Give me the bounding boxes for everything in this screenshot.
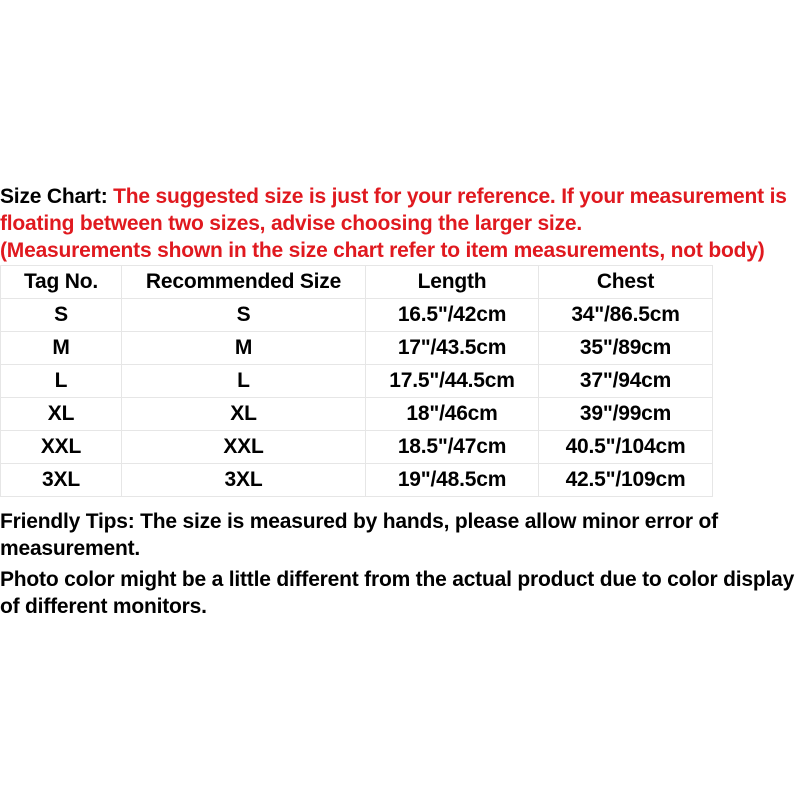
chest-cell: 42.5"/109cm — [539, 464, 713, 497]
column-header-length: Length — [366, 266, 539, 299]
tag-cell: M — [1, 332, 122, 365]
column-header-recommended-size: Recommended Size — [122, 266, 366, 299]
table-row — [1, 365, 713, 398]
photo-color-note: Photo color might be a little different from the actual product due to color display of different monitors. — [0, 568, 795, 618]
friendly-tips: Friendly Tips: The size is measured by hands, please allow minor error of measurement. — [0, 510, 718, 560]
length-cell: 16.5"/42cm — [366, 299, 539, 332]
recommended-size-cell: 3XL — [122, 464, 366, 497]
recommended-size-cell: S — [122, 299, 366, 332]
size-table — [0, 265, 713, 497]
tag-cell: S — [1, 299, 122, 332]
table-row — [1, 332, 713, 365]
tag-cell: XL — [1, 398, 122, 431]
tag-cell: L — [1, 365, 122, 398]
tag-cell: 3XL — [1, 464, 122, 497]
table-header-row — [1, 266, 713, 299]
recommended-size-cell: L — [122, 365, 366, 398]
size-chart-label: Size Chart: — [0, 185, 114, 208]
tips-section — [0, 508, 800, 620]
chest-cell: 37"/94cm — [539, 365, 713, 398]
length-cell: 17.5"/44.5cm — [366, 365, 539, 398]
recommended-size-cell: XL — [122, 398, 366, 431]
chest-cell: 40.5"/104cm — [539, 431, 713, 464]
length-cell: 19"/48.5cm — [366, 464, 539, 497]
length-cell: 18.5"/47cm — [366, 431, 539, 464]
table-row — [1, 464, 713, 497]
measurement-note: (Measurements shown in the size chart refer to item measurements, not body) — [0, 239, 765, 262]
size-advice-notice: The suggested size is just for your reference. If your measurement is floating between two sizes, advise choosing the larger size. — [0, 185, 787, 235]
table-row — [1, 299, 713, 332]
column-header-tag-no: Tag No. — [1, 266, 122, 299]
table-row — [1, 398, 713, 431]
column-header-chest: Chest — [539, 266, 713, 299]
size-chart-header — [0, 183, 800, 264]
recommended-size-cell: M — [122, 332, 366, 365]
recommended-size-cell: XXL — [122, 431, 366, 464]
tag-cell: XXL — [1, 431, 122, 464]
table-row — [1, 431, 713, 464]
chest-cell: 34"/86.5cm — [539, 299, 713, 332]
chest-cell: 39"/99cm — [539, 398, 713, 431]
chest-cell: 35"/89cm — [539, 332, 713, 365]
length-cell: 18"/46cm — [366, 398, 539, 431]
length-cell: 17"/43.5cm — [366, 332, 539, 365]
